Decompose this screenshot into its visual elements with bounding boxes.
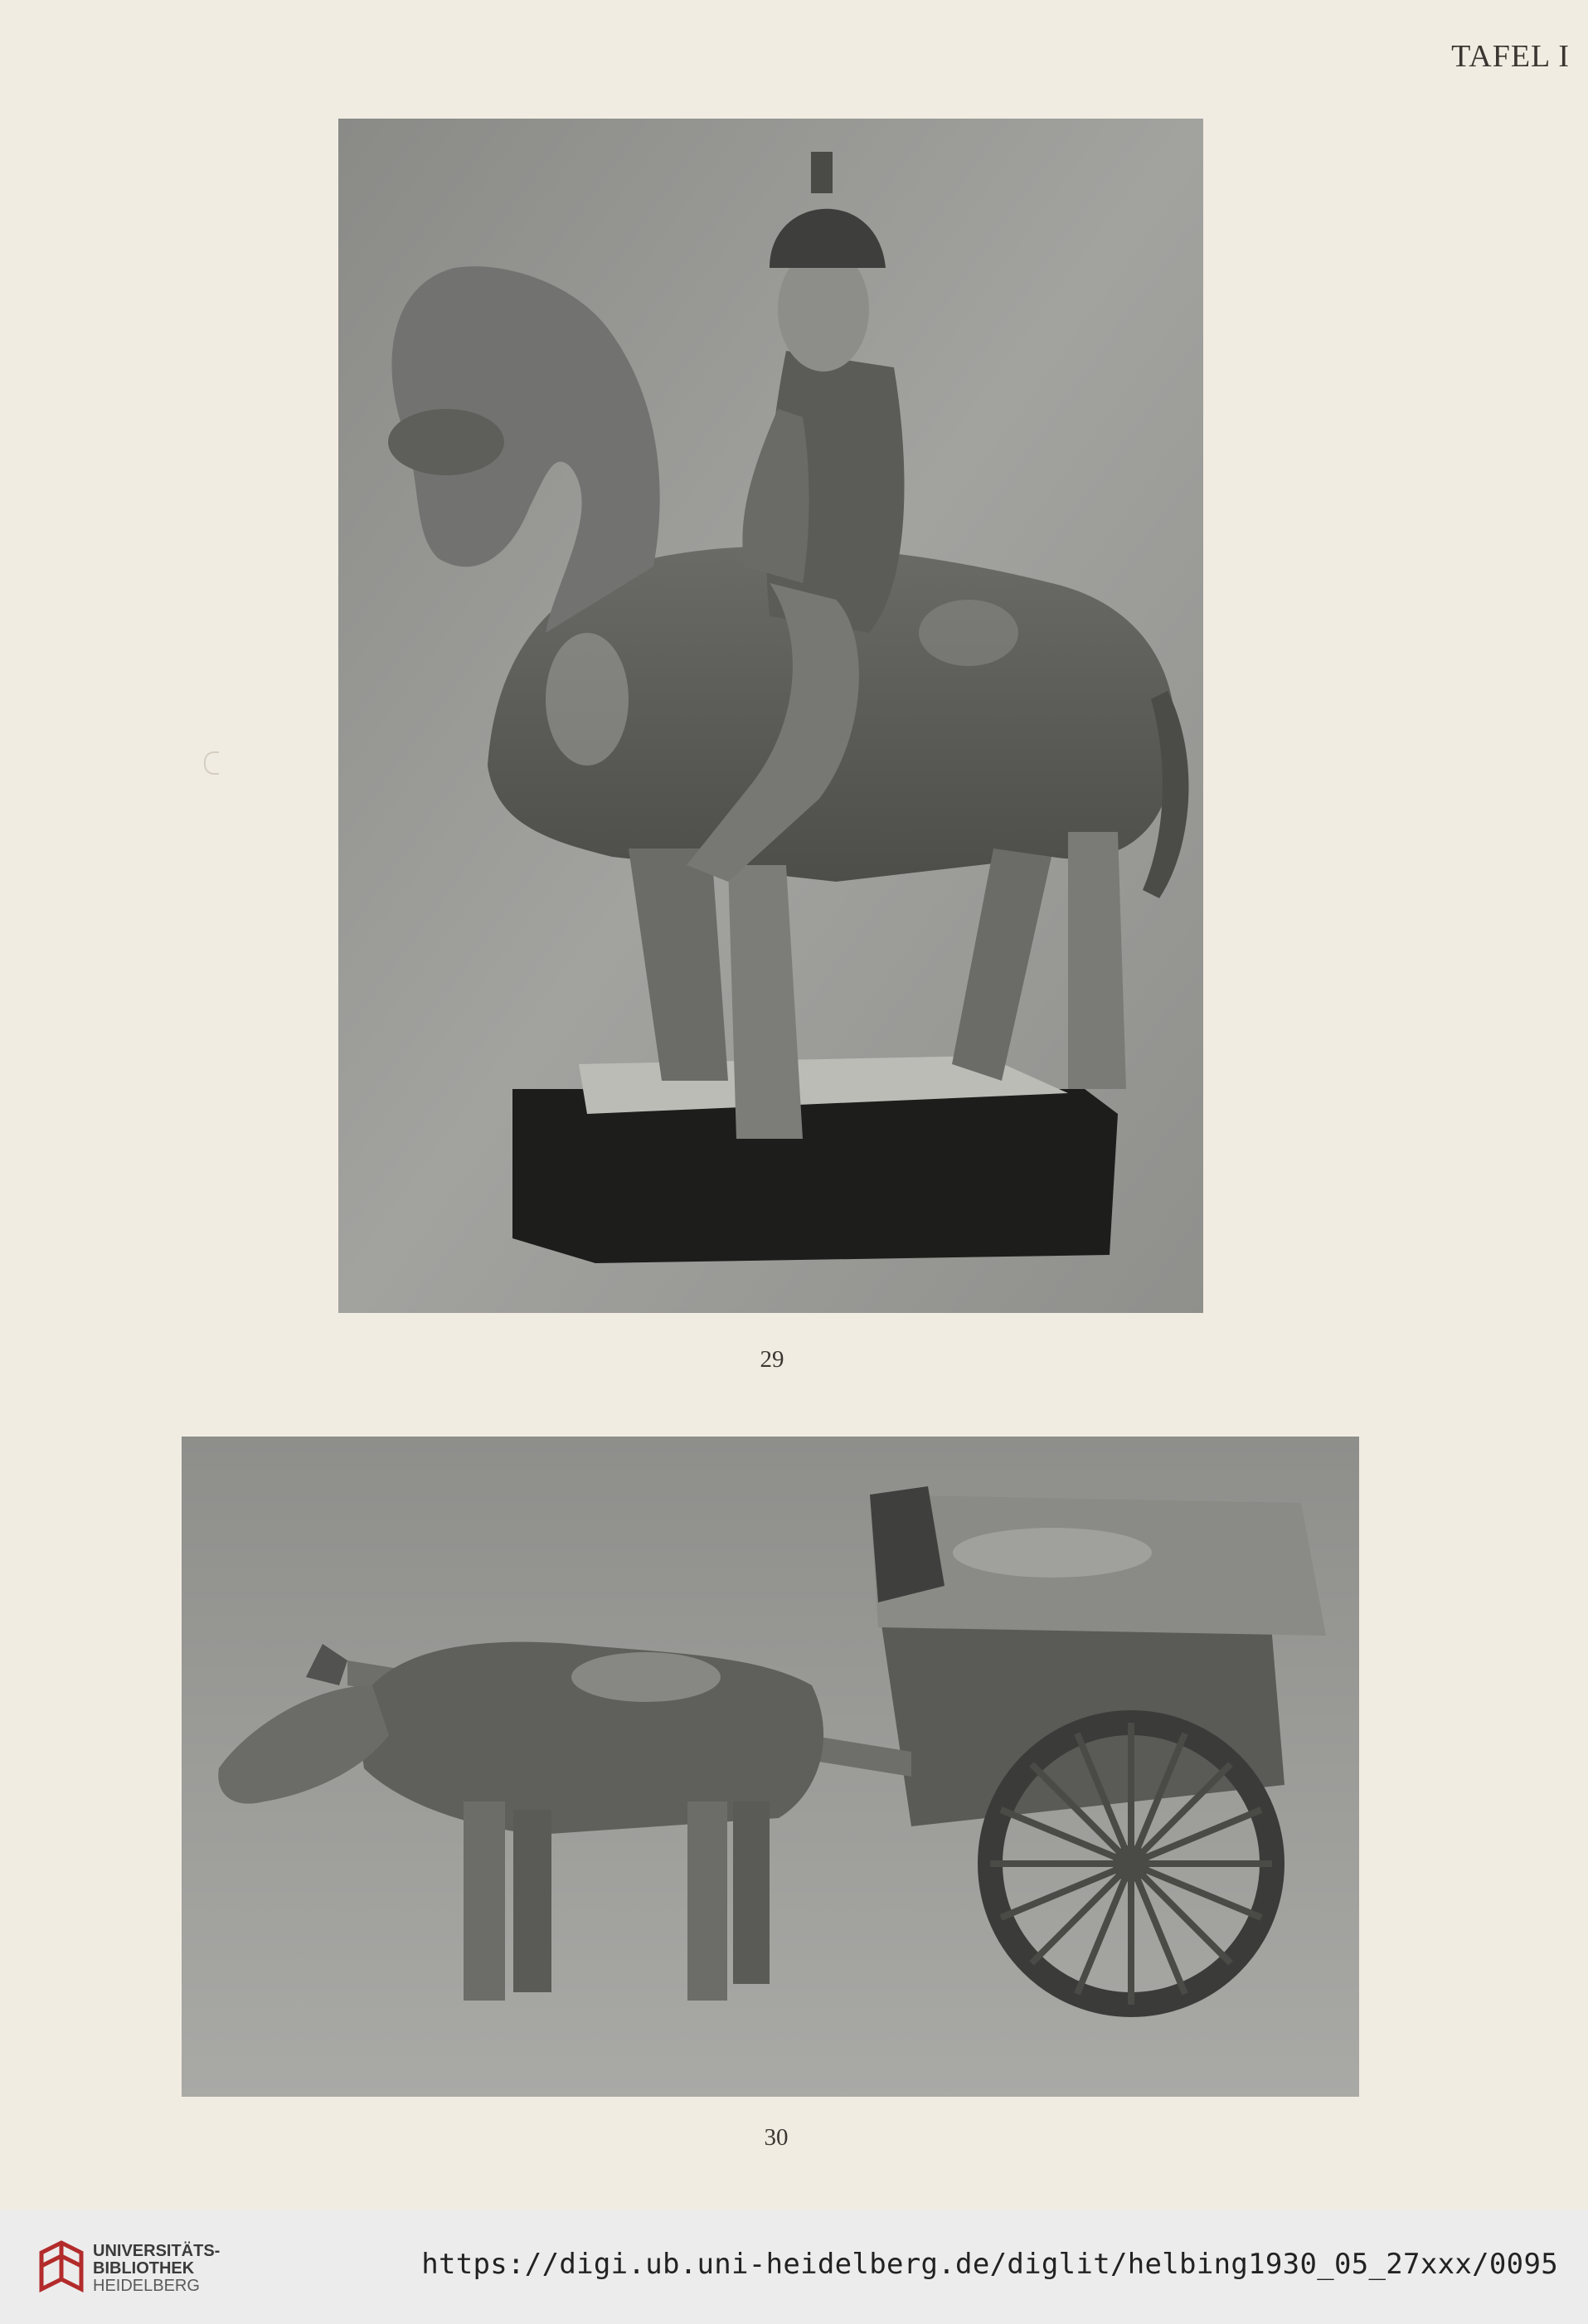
caption-29: 29: [760, 1346, 784, 1373]
library-name-line1: UNIVERSITÄTS-: [93, 2242, 221, 2260]
plate-label: TAFEL I: [1451, 39, 1570, 74]
library-name-line2: BIBLIOTHEK: [93, 2259, 195, 2278]
ox-cart-illustration: [182, 1437, 1359, 2097]
library-name[interactable]: [93, 2243, 220, 2295]
document-url-link[interactable]: https://digi.ub.uni-heidelberg.de/diglit/helbing1930_05_27xxx/0095: [421, 2248, 1558, 2281]
library-logo-icon[interactable]: [36, 2236, 86, 2297]
library-footer: [0, 2210, 1588, 2324]
pencil-mark: [204, 751, 219, 775]
library-name-line3: HEIDELBERG: [93, 2277, 200, 2295]
horse-rider-illustration: [338, 119, 1203, 1313]
photo-horse-rider: [338, 119, 1203, 1313]
photo-ox-cart: [182, 1437, 1359, 2097]
caption-30: 30: [764, 2124, 789, 2151]
